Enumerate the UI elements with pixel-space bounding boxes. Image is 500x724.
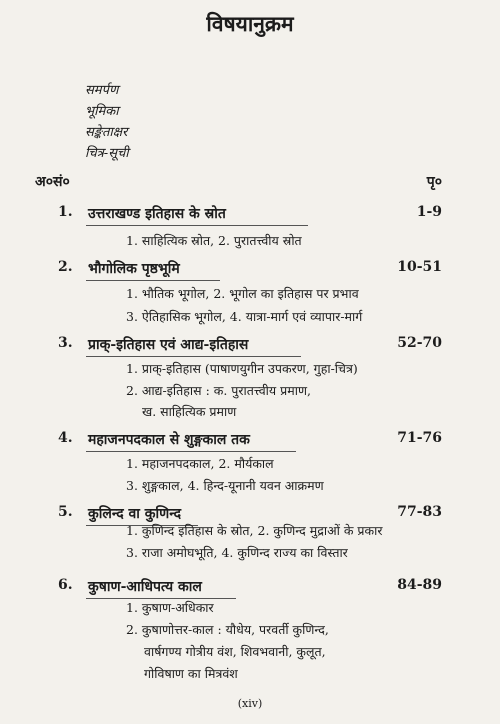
chapter-number: 1.: [58, 204, 73, 220]
chapter-number: 6.: [58, 577, 73, 593]
subtopic-line: 1. कुणिन्द इतिहास के स्रोत, 2. कुणिन्द मुद्राओं के प्रकार: [126, 523, 383, 538]
page-number-heading: पृ०: [426, 174, 442, 190]
front-matter-item: सङ्केताक्षर: [85, 125, 128, 140]
chapter-pages: 1-9: [416, 204, 442, 220]
chapter-number: 2.: [58, 259, 73, 275]
chapter-pages: 71-76: [397, 430, 442, 446]
subtopic-line: 2. कुषाणोत्तर-काल : यौधेय, परवर्ती कुणिन्द,: [126, 622, 329, 637]
chapter-title: प्राक्-इतिहास एवं आद्य-इतिहास: [88, 337, 249, 353]
chapter-title: भौगोलिक पृष्ठभूमि: [88, 261, 180, 277]
chapter-title: कुषाण-आधिपत्य काल: [88, 579, 202, 595]
subtopic-line: 1. साहित्यिक स्रोत, 2. पुरातत्त्वीय स्रोत: [126, 233, 302, 248]
title-underline: [86, 225, 308, 226]
front-matter-item: समर्पण: [85, 83, 119, 98]
chapter-pages: 84-89: [397, 577, 442, 593]
subtopic-line: वार्षगण्य गोत्रीय वंश, शिवभवानी, कुलूत,: [144, 644, 326, 659]
chapter-number: 3.: [58, 335, 73, 351]
chapter-title: कुलिन्द वा कुणिन्द: [88, 506, 182, 522]
subtopic-line: गोविषाण का मित्रवंश: [144, 666, 238, 681]
subtopic-line: 1. कुषाण-अधिकार: [126, 600, 214, 615]
chapter-number: 5.: [58, 504, 73, 520]
chapter-title: उत्तराखण्ड इतिहास के स्रोत: [88, 206, 226, 222]
front-matter-item: भूमिका: [85, 104, 119, 119]
subtopic-line: 1. भौतिक भूगोल, 2. भूगोल का इतिहास पर प्रभाव: [126, 286, 359, 301]
title-underline: [86, 280, 220, 281]
subtopic-line: 3. ऐतिहासिक भूगोल, 4. यात्रा-मार्ग एवं व्यापार-मार्ग: [126, 309, 363, 324]
page-number-footer: (xiv): [237, 697, 263, 710]
chapter-number: 4.: [58, 430, 73, 446]
subtopic-line: 3. शुङ्गकाल, 4. हिन्द-यूनानी यवन आक्रमण: [126, 478, 324, 493]
title-underline: [86, 451, 296, 452]
chapter-pages: 10-51: [397, 259, 442, 275]
subtopic-line: 2. आद्य-इतिहास : क. पुरातत्त्वीय प्रमाण,: [126, 383, 311, 398]
subtopic-line: 1. महाजनपदकाल, 2. मौर्यकाल: [126, 456, 274, 471]
chapter-pages: 77-83: [397, 504, 442, 520]
chapter-pages: 52-70: [397, 335, 442, 351]
page-title: विषयानुक्रम: [206, 11, 294, 36]
title-underline: [86, 356, 301, 357]
subtopic-line: ख. साहित्यिक प्रमाण: [142, 404, 237, 419]
chapter-title: महाजनपदकाल से शुङ्गकाल तक: [88, 432, 250, 448]
subtopic-line: 3. राजा अमोघभूति, 4. कुणिन्द राज्य का विस्तार: [126, 545, 348, 560]
front-matter-list: [85, 80, 129, 164]
front-matter-item: चित्र-सूची: [85, 146, 129, 161]
subtopic-line: 1. प्राक्-इतिहास (पाषाणयुगीन उपकरण, गुहा-चित्र): [126, 361, 358, 376]
chapter-number-heading: अ०सं०: [35, 174, 70, 190]
